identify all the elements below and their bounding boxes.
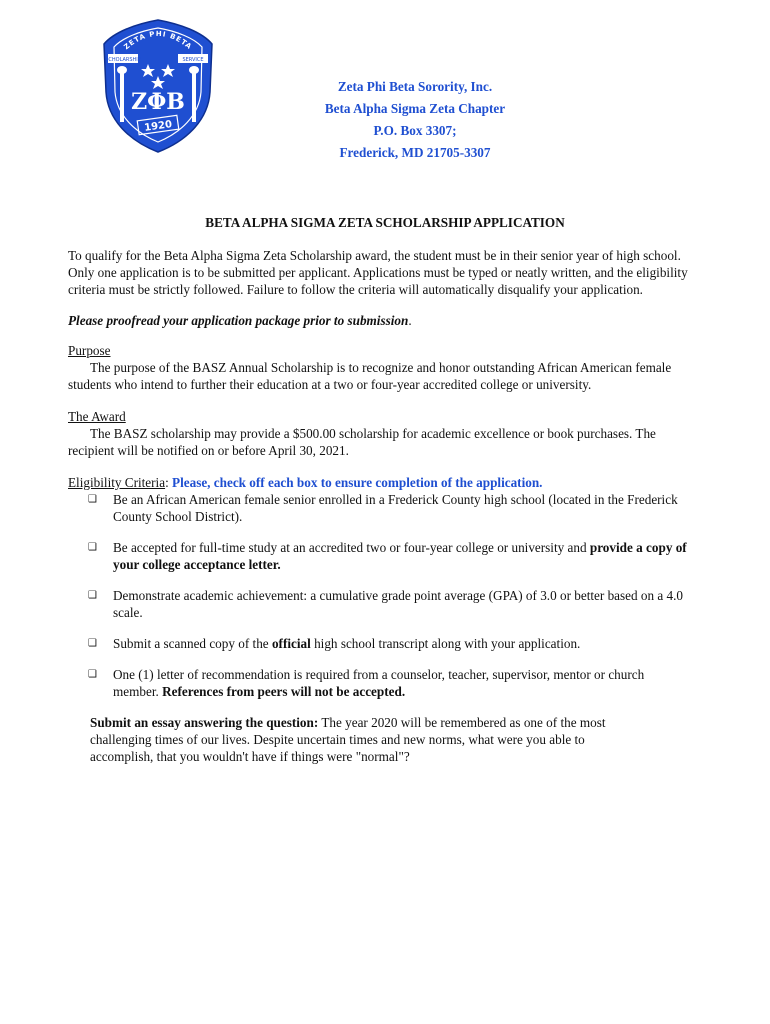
eligibility-header: Eligibility Criteria: Please, check off each box to ensure completion of the application. — [68, 475, 543, 490]
organization-address-block — [250, 76, 580, 164]
award-heading: The Award — [68, 409, 126, 424]
eligibility-checklist — [68, 491, 692, 700]
checkbox-icon[interactable]: ❑ — [88, 494, 97, 505]
purpose-text: The purpose of the BASZ Annual Scholarship is to recognize and honor outstanding African American female students who intend to further their education at a two or four-year accredited college or university. — [68, 360, 672, 392]
criterion-text: One (1) letter of recommendation is required from a counselor, teacher, supervisor, mentor or church member. References from peers will not be accepted. — [113, 667, 645, 699]
essay-question: The year 2020 will be remembered as one of the most challenging times of our lives. Despite uncertain times and new norms, what were you able to accomplish, that you wouldn't have if things were "normal"? — [90, 715, 606, 764]
crest-left-banner: SCHOLARSHIP — [105, 57, 141, 63]
crest-right-banner: SERVICE — [182, 57, 204, 63]
document-body — [68, 247, 692, 765]
list-item — [88, 635, 692, 652]
intro-paragraph: To qualify for the Beta Alpha Sigma Zeta Scholarship award, the student must be in their senior year of high school. Only one application is to be submitted per applicant. Applications must be typed or neatly written, and the eligibility criteria must be strictly followed. Failure to follow the criteria will automatically disqualify your application. — [68, 248, 688, 297]
org-name: Zeta Phi Beta Sorority, Inc. — [337, 79, 493, 94]
award-text: The BASZ scholarship may provide a $500.00 scholarship for academic excellence or book purchases. The recipient will be notified on or before April 30, 2021. — [68, 426, 656, 458]
chapter-name: Beta Alpha Sigma Zeta Chapter — [324, 101, 506, 116]
crest-greek-letters: ZΦB — [131, 89, 185, 115]
list-item — [88, 491, 692, 525]
criterion-text: Demonstrate academic achievement: a cumulative grade point average (GPA) of 3.0 or better based on a 4.0 scale. — [113, 588, 684, 620]
award-section — [68, 408, 692, 459]
proofread-note: Please proofread your application package prior to submission. — [68, 313, 412, 328]
eligibility-heading: Eligibility Criteria — [68, 475, 166, 490]
crest-year: 1920 — [143, 119, 173, 134]
checkbox-icon[interactable]: ❑ — [88, 590, 97, 601]
eligibility-instruction: Please, check off each box to ensure completion of the application. — [172, 475, 543, 490]
checkbox-icon[interactable]: ❑ — [88, 669, 97, 680]
purpose-section — [68, 342, 692, 393]
list-item — [88, 587, 692, 621]
checkbox-icon[interactable]: ❑ — [88, 638, 97, 649]
document-title: BETA ALPHA SIGMA ZETA SCHOLARSHIP APPLICATION — [205, 215, 565, 230]
criterion-text: Submit a scanned copy of the official high school transcript along with your application. — [113, 636, 581, 651]
city-state-zip: Frederick, MD 21705-3307 — [339, 145, 491, 160]
checkbox-icon[interactable]: ❑ — [88, 542, 97, 553]
criterion-text: Be accepted for full-time study at an accredited two or four-year college or university and provide a copy of your college acceptance letter. — [113, 540, 687, 572]
purpose-heading: Purpose — [68, 343, 111, 358]
po-box: P.O. Box 3307; — [373, 123, 457, 138]
essay-prompt — [90, 714, 650, 765]
list-item — [88, 666, 692, 700]
sorority-crest-logo — [98, 14, 218, 154]
criterion-text: Be an African American female senior enrolled in a Frederick County high school (located in the Frederick County School District). — [113, 492, 678, 524]
crest-top-text: ZETA PHI BETA — [122, 29, 194, 52]
list-item — [88, 539, 692, 573]
essay-label: Submit an essay answering the question: — [90, 715, 319, 730]
